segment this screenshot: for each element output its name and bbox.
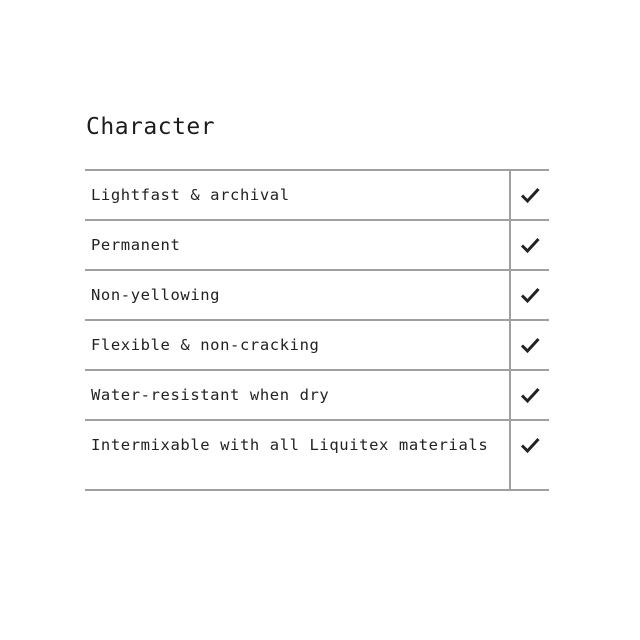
check-icon [519, 236, 541, 254]
check-cell [510, 420, 549, 490]
check-cell [510, 170, 549, 220]
table-row [85, 270, 549, 320]
row-label: Permanent [85, 220, 510, 270]
table-row [85, 320, 549, 370]
row-label: Flexible & non-cracking [85, 320, 510, 370]
character-table [85, 169, 549, 491]
table-row [85, 170, 549, 220]
check-cell [510, 270, 549, 320]
check-cell [510, 370, 549, 420]
check-cell [510, 320, 549, 370]
section-heading: Character [86, 114, 216, 140]
row-label: Intermixable with all Liquitex materials [85, 420, 510, 490]
row-label: Water-resistant when dry [85, 370, 510, 420]
table-row [85, 370, 549, 420]
table-row [85, 220, 549, 270]
row-label: Non-yellowing [85, 270, 510, 320]
check-icon [519, 386, 541, 404]
check-icon [519, 336, 541, 354]
check-icon [519, 286, 541, 304]
table-row [85, 420, 549, 490]
row-label: Lightfast & archival [85, 170, 510, 220]
check-icon [519, 186, 541, 204]
check-cell [510, 220, 549, 270]
check-icon [519, 436, 541, 454]
